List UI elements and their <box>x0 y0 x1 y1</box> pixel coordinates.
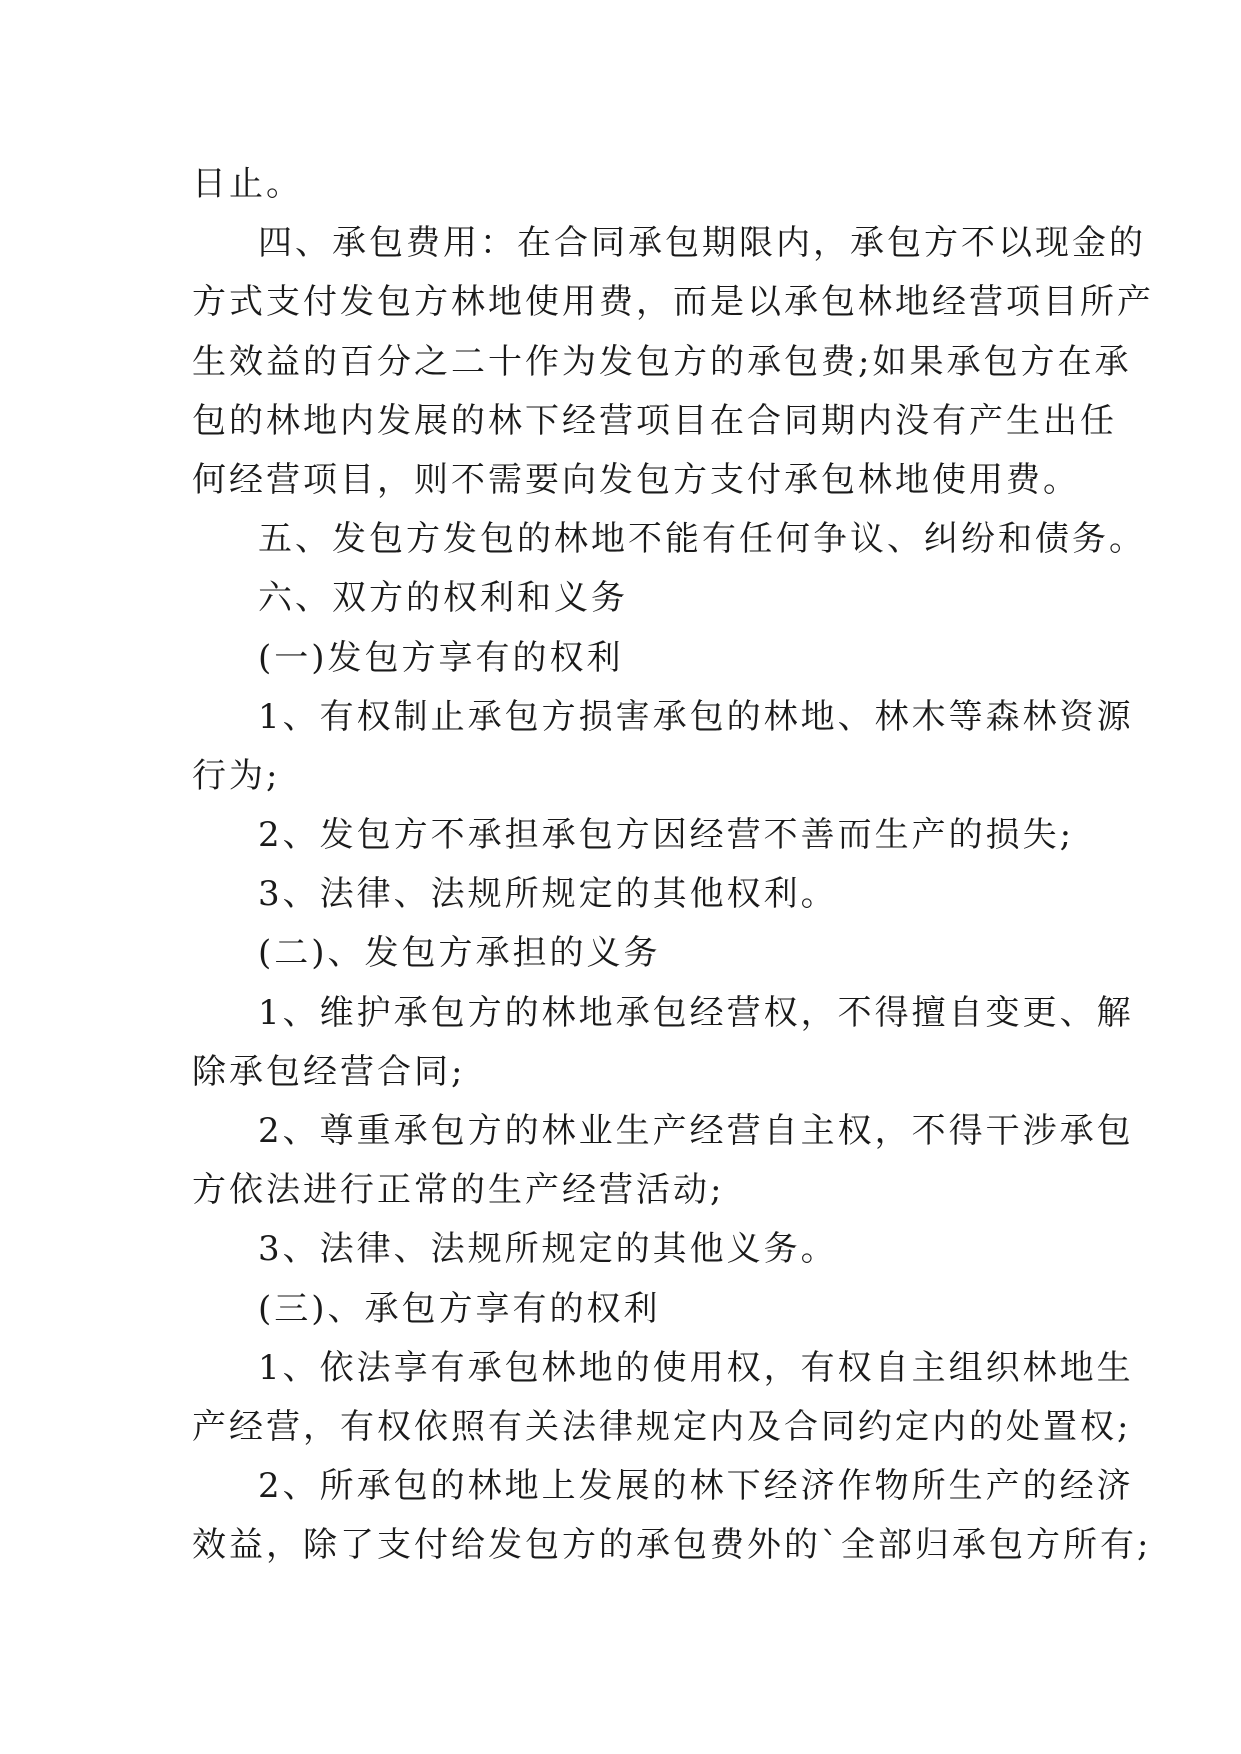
text-line: 1、维护承包方的林地承包经营权，不得擅自变更、解 <box>258 992 1134 1033</box>
subsection-heading: (二)、发包方承担的义务 <box>258 933 661 974</box>
text-line: 行为; <box>192 755 281 796</box>
text-line: 何经营项目，则不需要向发包方支付承包林地使用费。 <box>192 459 1080 500</box>
text-line: 3、法律、法规所规定的其他权利。 <box>258 874 838 915</box>
text-line: 2、尊重承包方的林业生产经营自主权，不得干涉承包 <box>258 1111 1134 1151</box>
text-line: 1、有权制止承包方损害承包的林地、林木等森林资源 <box>258 696 1134 737</box>
text-line: 日止。 <box>192 164 303 204</box>
subsection-heading: (三)、承包方享有的权利 <box>258 1288 661 1329</box>
section-heading: 六、双方的权利和义务 <box>258 578 628 619</box>
text-line: 方依法进行正常的生产经营活动; <box>192 1170 725 1211</box>
text-line: 2、所承包的林地上发展的林下经济作物所生产的经济 <box>258 1466 1134 1507</box>
text-line: 2、发包方不承担承包方因经营不善而生产的损失; <box>258 815 1075 856</box>
text-line: 3、法律、法规所规定的其他义务。 <box>258 1229 838 1270</box>
text-line: 方式支付发包方林地使用费，而是以承包林地经营项目所产 <box>192 282 1154 323</box>
text-line: 五、发包方发包的林地不能有任何争议、纠纷和债务。 <box>258 519 1146 560</box>
text-line: 四、承包费用：在合同承包期限内，承包方不以现金的 <box>258 223 1146 264</box>
subsection-heading: (一)发包方享有的权利 <box>258 637 624 678</box>
text-line: 1、依法享有承包林地的使用权，有权自主组织林地生 <box>258 1347 1134 1388</box>
text-line: 生效益的百分之二十作为发包方的承包费;如果承包方在承 <box>192 341 1132 382</box>
document-body <box>192 155 1154 1576</box>
text-line: 产经营，有权依照有关法律规定内及合同约定内的处置权; <box>192 1406 1132 1447</box>
text-line: 包的林地内发展的林下经营项目在合同期内没有产生出任 <box>192 400 1117 441</box>
text-line: 除承包经营合同; <box>192 1051 466 1092</box>
text-line: 效益，除了支付给发包方的承包费外的`全部归承包方所有; <box>192 1525 1152 1566</box>
